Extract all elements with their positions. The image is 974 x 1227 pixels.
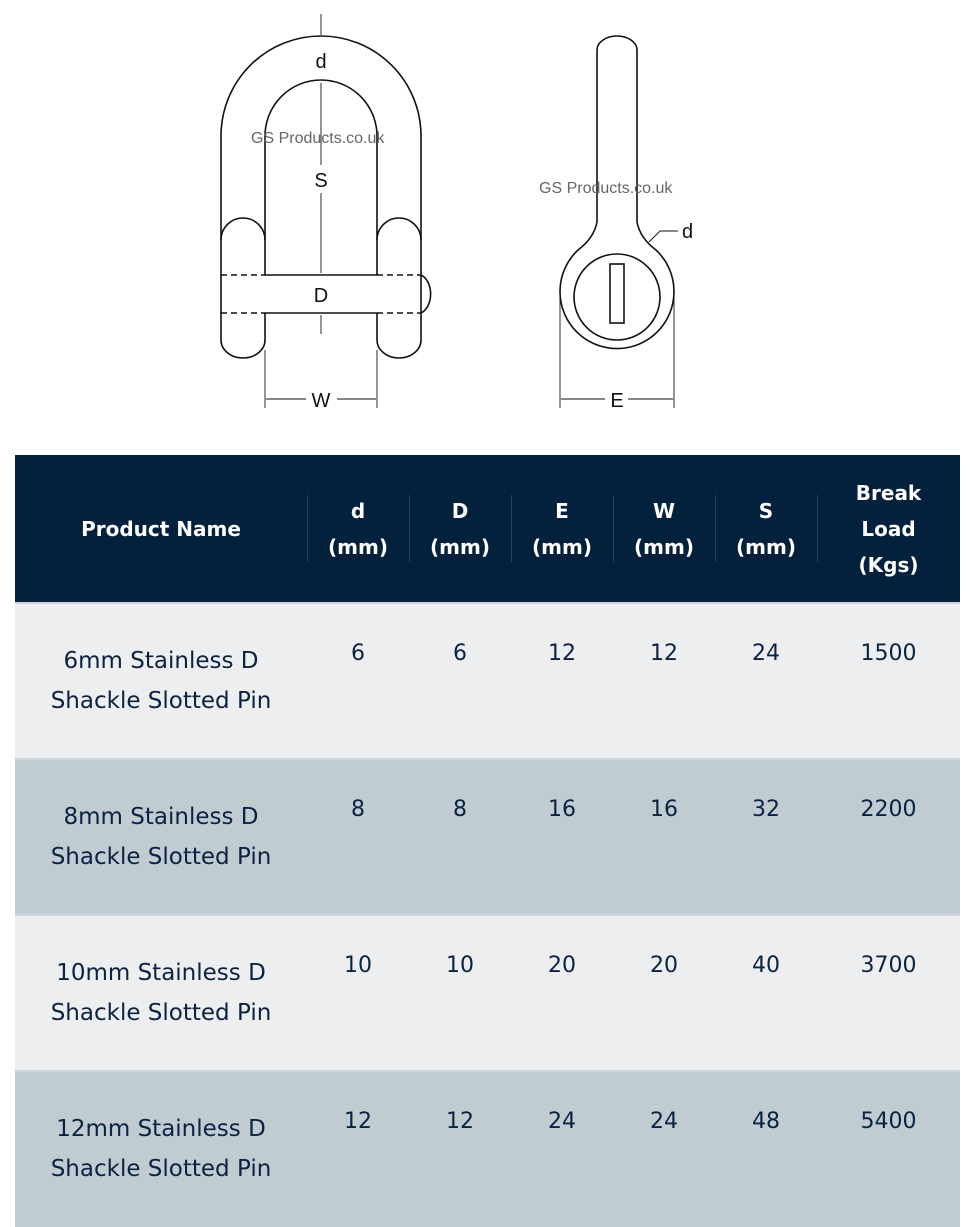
table-row xyxy=(15,1071,960,1227)
cell-product-name: 10mm Stainless D Shackle Slotted Pin xyxy=(50,960,272,1026)
cell-E: 12 xyxy=(548,641,576,666)
watermark: GS Products.co.uk xyxy=(251,130,385,147)
side-view xyxy=(560,36,678,408)
dimension-label-d: d xyxy=(315,51,327,73)
cell-W: 16 xyxy=(650,797,678,822)
dimension-label-E: E xyxy=(610,390,624,412)
cell-D: 12 xyxy=(446,1109,474,1134)
cell-product-name: 6mm Stainless D Shackle Slotted Pin xyxy=(50,648,272,714)
dimension-label-D: D xyxy=(313,285,329,307)
cell-product-name: 8mm Stainless D Shackle Slotted Pin xyxy=(50,804,272,870)
cell-load: 1500 xyxy=(860,641,917,666)
cell-d: 10 xyxy=(344,953,372,978)
header-E: E (mm) xyxy=(511,455,613,603)
cell-S: 48 xyxy=(752,1109,780,1134)
specifications-table xyxy=(15,455,960,1227)
cell-load: 2200 xyxy=(860,797,917,822)
cell-W: 20 xyxy=(650,953,678,978)
front-view xyxy=(221,14,431,408)
cell-d: 6 xyxy=(351,641,365,666)
header-S: S (mm) xyxy=(715,455,817,603)
cell-S: 32 xyxy=(752,797,780,822)
header-d: d (mm) xyxy=(307,455,409,603)
dimension-label-W: W xyxy=(311,390,331,412)
header-product-name: Product Name xyxy=(81,516,241,541)
cell-d: 12 xyxy=(344,1109,372,1134)
dimension-label-d-side: d xyxy=(682,221,694,243)
cell-W: 12 xyxy=(650,641,678,666)
cell-product-name: 12mm Stainless D Shackle Slotted Pin xyxy=(50,1116,272,1182)
cell-E: 16 xyxy=(548,797,576,822)
cell-W: 24 xyxy=(650,1109,678,1134)
cell-D: 6 xyxy=(453,641,467,666)
cell-D: 10 xyxy=(446,953,474,978)
header-D: D (mm) xyxy=(409,455,511,603)
cell-D: 8 xyxy=(453,797,467,822)
cell-d: 8 xyxy=(351,797,365,822)
table-header-row xyxy=(15,455,960,603)
header-break-load: Break Load (Kgs) xyxy=(817,455,960,603)
table-row xyxy=(15,603,960,759)
cell-S: 40 xyxy=(752,953,780,978)
cell-S: 24 xyxy=(752,641,780,666)
shackle-dimension-diagram xyxy=(0,0,974,430)
dimension-label-S: S xyxy=(314,170,328,192)
cell-load: 3700 xyxy=(860,953,917,978)
watermark: GS Products.co.uk xyxy=(539,180,673,197)
cell-load: 5400 xyxy=(860,1109,917,1134)
cell-E: 20 xyxy=(548,953,576,978)
table-row xyxy=(15,915,960,1071)
table-row xyxy=(15,759,960,915)
header-W: W (mm) xyxy=(613,455,715,603)
cell-E: 24 xyxy=(548,1109,576,1134)
